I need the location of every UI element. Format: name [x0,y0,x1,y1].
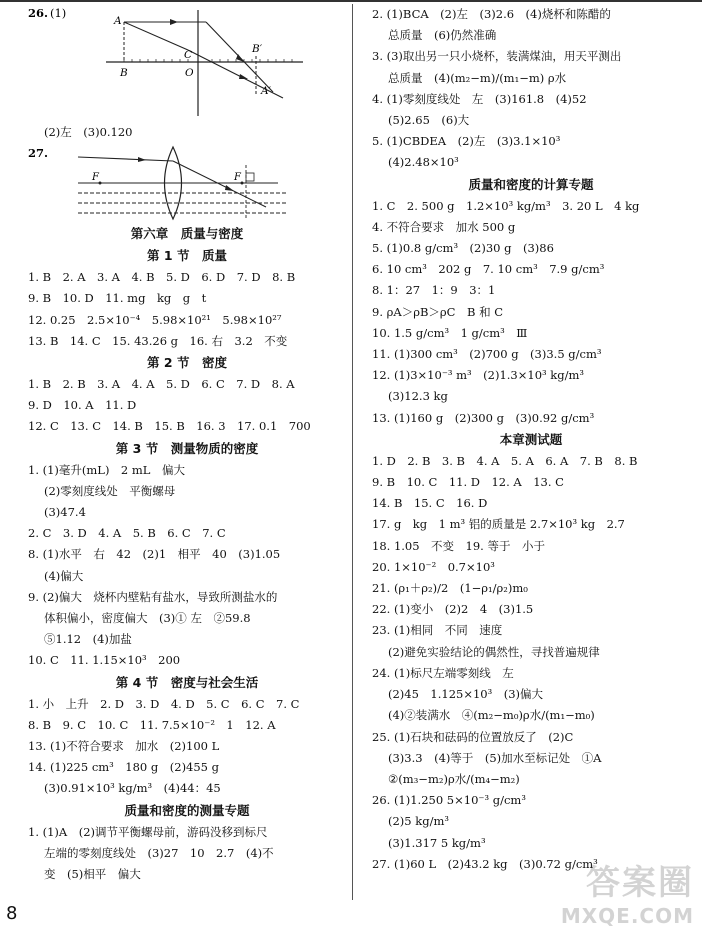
answer-line: 10. C 11. 1.15×10³ 200 [28,653,181,668]
answer-line: 23. (1)相同 不同 速度 [372,623,503,638]
section-heading: 第 2 节 密度 [147,355,227,371]
answer-line: 4. 不符合要求 加水 500 g [372,219,516,234]
section-heading: 第 1 节 质量 [147,248,227,264]
answer-line: (2)避免实验结论的偶然性，寻找普遍规律 [388,644,600,659]
answer-line: 14. B 15. C 16. D [372,496,488,511]
answer-line: (3)0.91×10³ kg/m³ (4)44：45 [44,781,221,796]
page-number: 8 [6,903,18,924]
fig26-label-Bp: B′ [252,43,263,55]
figure-27-lens-diagram [28,143,346,223]
column-divider [352,4,353,900]
answer-line: (2)45 1.125×10³ (3)偏大 [388,687,544,702]
answer-line: 3. (3)取出另一只小烧杯，装满煤油，用天平测出 [372,49,622,64]
answer-line: 13. B 14. C 15. 43.26 g 16. 右 3.2 不变 [28,333,288,348]
fig26-number: 26. [28,6,49,20]
answer-line: (3)1.317 5 kg/m³ [388,835,486,850]
fig26-label-B: B [120,67,128,79]
answer-line: 总质量 (4)(m₂−m)/(m₁−m) ρ水 [388,70,567,85]
fig27-number: 27. [28,146,49,161]
answer-line: (4)2.48×10³ [388,155,459,170]
watermark-logo-text: 答案圈 [586,863,694,903]
left-column [28,4,346,885]
answer-line: 17. g kg 1 m³ 铝的质量是 2.7×10³ kg 2.7 [372,517,625,532]
answer-line: (3)12.3 kg [388,389,448,404]
figure-26-optics-diagram [28,4,346,122]
answer-line: (3)3.3 (4)等于 (5)加水至标记处 ①A [388,750,602,765]
answer-line: 1. B 2. B 3. A 4. A 5. D 6. C 7. D 8. A [28,377,295,392]
section-heading: 质量和密度的计算专题 [468,176,594,192]
fig26-label-A: A [114,15,122,27]
answer-line: 12. (1)3×10⁻³ m³ (2)1.3×10³ kg/m³ [372,368,585,383]
answer-line: 9. ρA＞ρB＞ρC B 和 C [372,304,504,319]
answer-line: 1. (1)A (2)调节平衡螺母前，游码没移到标尺 [28,824,268,839]
left-answers [28,223,346,885]
answer-line: 2. (1)BCA (2)左 (3)2.6 (4)烧杯和陈醋的 [372,7,611,21]
answer-line: 12. C 13. C 14. B 15. B 16. 3 17. 0.1 700 [28,419,311,434]
answer-line: 8. 1：27 1：9 3：1 [372,283,496,298]
answer-line: 1. 小 上升 2. D 3. D 4. D 5. C 6. C 7. C [28,696,300,711]
answer-line: 14. (1)225 cm³ 180 g (2)455 g [28,760,220,775]
right-column [372,4,690,875]
section-heading: 本章测试题 [499,431,563,447]
answer-line: 12. 0.25 2.5×10⁻⁴ 5.98×10²¹ 5.98×10²⁷ [28,312,282,327]
answer-line: (4)偏大 [44,568,84,583]
answer-line: 体积偏小，密度偏大 (3)① 左 ②59.8 [44,611,251,626]
answer-line: 总质量 (6)仍然准确 [388,28,497,43]
answer-line: 6. 10 cm³ 202 g 7. 10 cm³ 7.9 g/cm³ [372,262,605,277]
top-rule [0,0,702,2]
section-heading: 质量和密度的测量专题 [124,802,250,818]
answer-line: 1. B 2. A 3. A 4. B 5. D 6. D 7. D 8. B [28,270,296,285]
section-heading: 第六章 质量与密度 [130,226,244,242]
answer-line: (4)②装满水 ④(m₂−m₀)ρ水/(m₁−m₀) [388,708,595,723]
answer-line: 9. (2)偏大 烧杯内壁粘有盐水，导致所测盐水的 [28,589,278,604]
answer-line: 1. (1)毫升(mL) 2 mL 偏大 [28,462,185,477]
answer-line: 13. (1)不符合要求 加水 (2)100 L [28,739,220,754]
right-answers [372,4,690,875]
answer-line: 变 (5)相平 偏大 [44,867,141,882]
fig27-label-F2: F [234,172,241,184]
answer-line: 2. C 3. D 4. A 5. B 6. C 7. C [28,526,226,541]
answer-line: 25. (1)石块和砝码的位置放反了 (2)C [372,729,574,744]
answer-line: (5)2.65 (6)大 [388,113,470,128]
fig27-label-F1: F [92,172,99,184]
answer-line: 9. B 10. C 11. D 12. A 13. C [372,475,564,490]
fig26-label-C: C [184,49,193,61]
answer-line: 10. 1.5 g/cm³ 1 g/cm³ Ⅲ [372,325,528,340]
answer-line: 11. (1)300 cm³ (2)700 g (3)3.5 g/cm³ [372,347,602,362]
answer-line: 9. D 10. A 11. D [28,398,137,413]
watermark-logo [561,855,694,928]
answer-line: 18. 1.05 不变 19. 等于 小于 [372,538,545,553]
answer-line: ⑤1.12 (4)加盐 [44,632,132,647]
answer-line: 5. (1)0.8 g/cm³ (2)30 g (3)86 [372,241,554,256]
answer-line: 8. B 9. C 10. C 11. 7.5×10⁻² 1 12. A [28,717,276,732]
answer-line: 4. (1)零刻度线处 左 (3)161.8 (4)52 [372,91,587,106]
answer-line: ②(m₃−m₂)ρ水/(m₄−m₂) [388,771,520,786]
answer-line: 1. D 2. B 3. B 4. A 5. A 6. A 7. B 8. B [372,453,638,468]
answer-line: 13. (1)160 g (2)300 g (3)0.92 g/cm³ [372,410,595,425]
fig26-label-Ap: A′ [261,85,271,97]
answer-line: 5. (1)CBDEA (2)左 (3)3.1×10³ [372,134,561,149]
answer-line: 24. (1)标尺左端零刻线 左 [372,665,514,680]
answer-line: (2)零刻度线处 平衡螺母 [44,483,176,498]
answer-line: 22. (1)变小 (2)2 4 (3)1.5 [372,602,534,617]
answer-line: (3)47.4 [44,505,86,520]
left-line-0: (2)左 (3)0.120 [44,125,133,139]
fig26-part: (1) [50,6,67,20]
answer-line: 左端的零刻度线处 (3)27 10 2.7 (4)不 [44,845,274,860]
answer-line: 8. (1)水平 右 42 (2)1 相平 40 (3)1.05 [28,547,281,562]
answer-line: 20. 1×10⁻² 0.7×10³ [372,559,495,574]
answer-line: 9. B 10. D 11. mg kg g t [28,291,207,306]
answer-line: 21. (ρ₁＋ρ₂)/2 (1−ρ₁/ρ₂)m₀ [372,581,528,596]
section-heading: 第 4 节 密度与社会生活 [115,674,259,690]
answer-line: 1. C 2. 500 g 1.2×10³ kg/m³ 3. 20 L 4 kg [372,198,640,213]
watermark-site: MXQE.COM [560,904,694,928]
fig26-label-O: O [185,67,194,79]
answer-line: (2)5 kg/m³ [388,814,449,829]
answer-line: 26. (1)1.250 5×10⁻³ g/cm³ [372,793,526,808]
section-heading: 第 3 节 测量物质的密度 [115,440,259,456]
answer-line: 27. (1)60 L (2)43.2 kg (3)0.72 g/cm³ [372,856,598,871]
